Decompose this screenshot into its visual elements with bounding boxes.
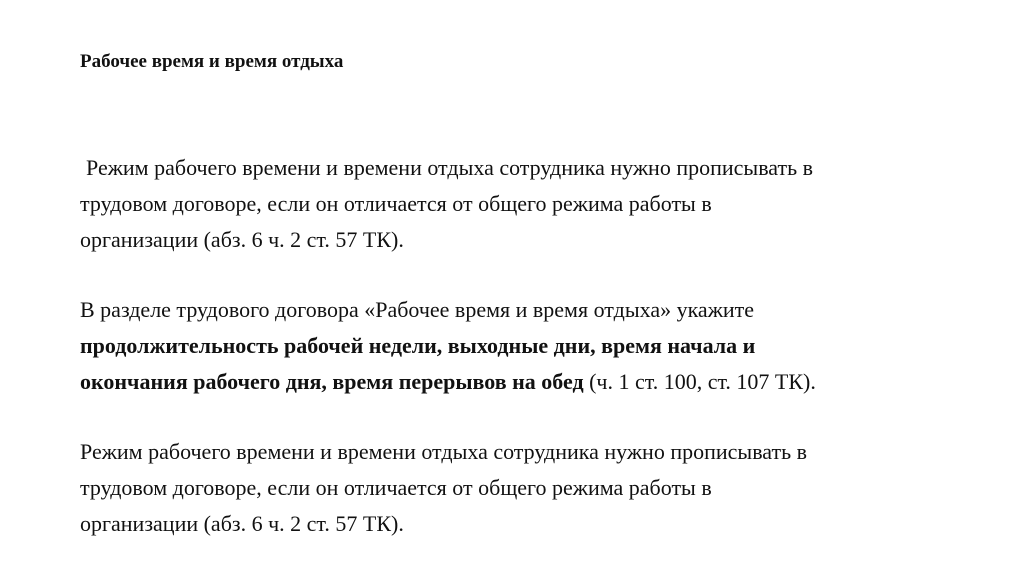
paragraph-line-mixed — [80, 364, 960, 400]
bold-text: окончания рабочего дня, время перерывов на обед — [80, 369, 584, 394]
slide-title: Рабочее время и время отдыха — [80, 51, 344, 72]
paragraph-line: организации (абз. 6 ч. 2 ст. 57 ТК). — [80, 511, 404, 536]
paragraph-contract-section — [80, 292, 960, 400]
paragraph-work-regime-repeat — [80, 434, 960, 542]
paragraph-line: Режим рабочего времени и времени отдыха сотрудника нужно прописывать в — [80, 439, 808, 464]
paragraph-work-regime — [80, 150, 960, 258]
paragraph-line-bold: продолжительность рабочей недели, выходные дни, время начала и — [80, 333, 756, 358]
paragraph-line: трудовом договоре, если он отличается от общего режима работы в — [80, 191, 712, 216]
reference-text: (ч. 1 ст. 100, ст. 107 ТК). — [583, 369, 816, 394]
paragraph-line: трудовом договоре, если он отличается от общего режима работы в — [80, 475, 712, 500]
paragraph-line: организации (абз. 6 ч. 2 ст. 57 ТК). — [80, 227, 404, 252]
paragraph-line: В разделе трудового договора «Рабочее время и время отдыха» укажите — [80, 297, 755, 322]
paragraph-line: Режим рабочего времени и времени отдыха сотрудника нужно прописывать в — [86, 155, 814, 180]
